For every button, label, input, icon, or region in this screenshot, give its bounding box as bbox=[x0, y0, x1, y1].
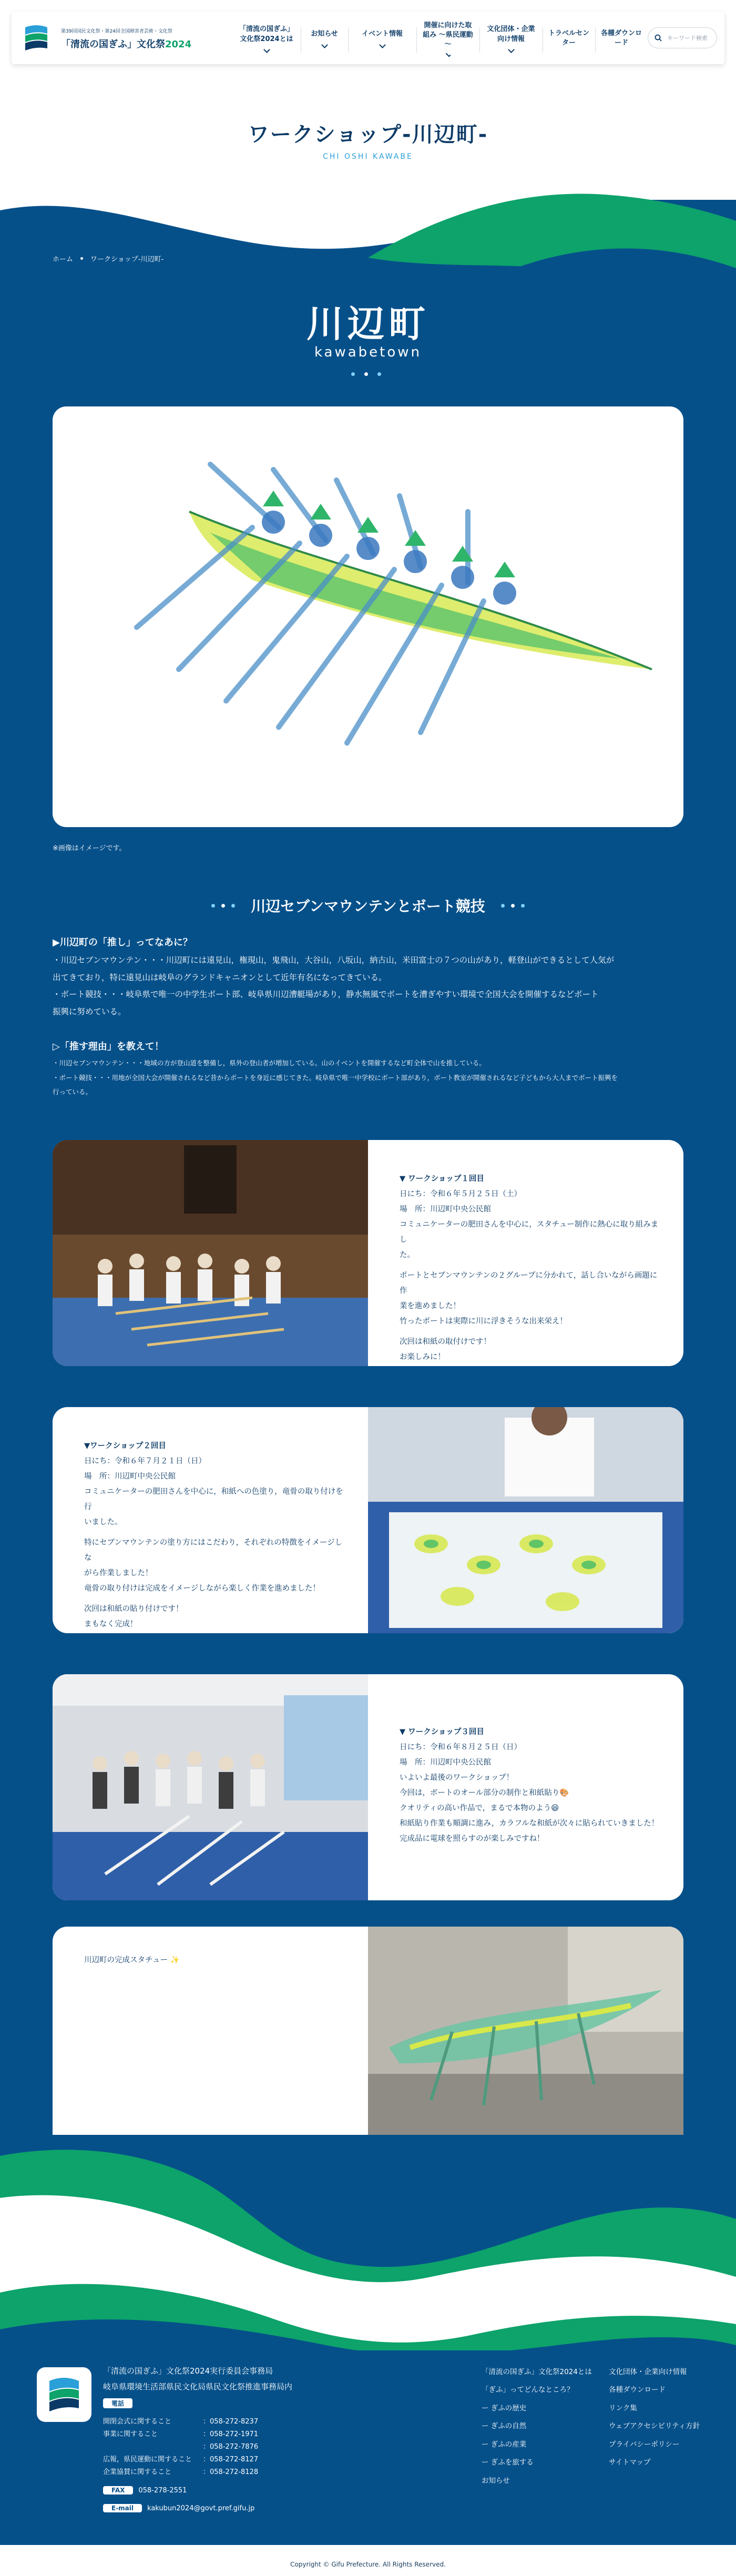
footer-logo-icon[interactable] bbox=[37, 2367, 91, 2422]
reason-line: ・川辺セブンマウンテン・・・地域の方が登山道を整備し，県外の登山者が増加している。山のイベントを開催するなど町全体で山を推している。 bbox=[53, 1059, 486, 1067]
workshop-line: ボートとセブンマウンテンの２グループに分かれて，話し合いながら画題に作 bbox=[400, 1271, 658, 1295]
breadcrumb-current: ワークショップ-川辺町- bbox=[90, 256, 164, 263]
contact-key bbox=[103, 2442, 203, 2453]
nav-news[interactable] bbox=[306, 21, 343, 56]
workshop-line: クオリティの高い作品で，まるで本物のよう😆 bbox=[400, 1804, 559, 1813]
logo-name-text: 「清流の国ぎふ」文化祭 bbox=[61, 39, 165, 50]
workshop-line: 竜骨の取り付けは完成をイメージしながら楽しく作業を進めました！ bbox=[84, 1584, 321, 1593]
contact-value: ：058-272-1971 bbox=[203, 2430, 259, 2438]
logo-year: 2024 bbox=[165, 39, 192, 50]
logo-small-text: 第39回国民文化祭・第24回全国障害者芸術・文化祭 bbox=[61, 29, 172, 34]
footer-link[interactable]: 各種ダウンロード bbox=[609, 2386, 666, 2395]
workshop-text-2 bbox=[84, 1439, 347, 1632]
workshop-line: 和紙貼り作業も順調に進み，カラフルな和紙が次々に貼られていきました！ bbox=[400, 1819, 659, 1828]
search-icon bbox=[655, 34, 662, 42]
footer-link[interactable]: ー ぎふの自然 bbox=[482, 2422, 527, 2431]
footer-fax-row bbox=[103, 2486, 187, 2494]
workshop-card-3 bbox=[53, 1674, 683, 1900]
reason-heading: ▷「推す理由」を教えて！ bbox=[53, 1041, 164, 1052]
search-box[interactable] bbox=[648, 27, 717, 48]
footer-contact-row bbox=[103, 2429, 258, 2440]
workshop-line: 日にち：令和６年８月２５日（日） bbox=[400, 1743, 522, 1752]
footer-link[interactable]: プライバシーポリシー bbox=[609, 2440, 680, 2449]
spacer bbox=[84, 1596, 347, 1602]
intro-line: 振興に努めている。 bbox=[53, 1006, 126, 1016]
workshop-line: 竹ったボートは実際に川に浮きそうな出来栄え！ bbox=[400, 1317, 567, 1326]
footer-org-line: 岐阜県環境生活部県民文化局県民文化祭推進事務局内 bbox=[103, 2382, 293, 2391]
workshop-card-2 bbox=[53, 1407, 683, 1633]
footer-link[interactable]: 「ぎふ」ってどんなところ？ bbox=[482, 2386, 574, 2395]
main-illustration bbox=[53, 406, 683, 827]
nav-travel[interactable] bbox=[548, 21, 590, 56]
town-roman-name: kawabetown bbox=[314, 344, 422, 360]
footer-contact-row bbox=[103, 2417, 258, 2428]
footer-link[interactable]: ー ぎふの歴史 bbox=[482, 2404, 527, 2412]
decorative-dots bbox=[501, 904, 525, 908]
footer-tel-label bbox=[103, 2398, 132, 2408]
workshop-line: 特にセブンマウンテンの塗り方にはこだわり，それぞれの特徴をイメージしな bbox=[84, 1539, 343, 1562]
nav-organizations[interactable] bbox=[485, 21, 537, 56]
completed-statue-label: 川辺町の完成スタチュー ✨ bbox=[84, 1956, 180, 1964]
workshop-line: 日にち：令和６年５月２５日（土） bbox=[400, 1190, 522, 1198]
nav-travel-label: トラベルセンター bbox=[548, 29, 589, 47]
chevron-down-icon bbox=[321, 42, 328, 48]
nav-about[interactable] bbox=[238, 21, 295, 56]
workshop-line: 場 所：川辺町中央公民館 bbox=[400, 1758, 491, 1767]
intro-text bbox=[53, 952, 683, 1020]
breadcrumb bbox=[53, 253, 163, 263]
logo-name[interactable] bbox=[61, 37, 191, 50]
contact-value: ：058-272-8237 bbox=[203, 2418, 259, 2426]
intro-line: 出てきており，特に遠見山は岐阜のグランドキャニオンとして近年有名になってきている。 bbox=[53, 972, 387, 982]
footer-org-line: 「清流の国ぎふ」文化祭2024実行委員会事務局 bbox=[103, 2366, 273, 2376]
workshop-line: 次回は和紙の貼り付けです！ bbox=[84, 1605, 183, 1613]
workshop-line: ▼ ワークショップ３回目 bbox=[400, 1728, 484, 1736]
chevron-down-icon bbox=[445, 52, 451, 57]
workshop-line: 場 所：川辺町中央公民館 bbox=[84, 1472, 176, 1481]
nav-divider bbox=[479, 27, 480, 53]
footer-email-row bbox=[103, 2504, 254, 2512]
contact-value: ：058-272-7876 bbox=[203, 2443, 259, 2451]
spacer bbox=[84, 1530, 347, 1535]
contact-value: ：058-272-8128 bbox=[203, 2468, 259, 2476]
workshop-card-1 bbox=[53, 1140, 683, 1366]
wave-decoration bbox=[0, 2135, 736, 2356]
intro-line: ・川辺セブンマウンテン・・・川辺町には遠見山，権現山，鬼飛山，大谷山，八坂山，納古山，米田富士の７つの山があり，軽登山ができるとして人気が bbox=[53, 955, 615, 965]
workshop-line: コミュニケーターの肥田さんを中心に，和紙への色塗り，竜骨の取り付けを行 bbox=[84, 1488, 343, 1511]
reason-line: ・ボート競技・・・用地が全国大会が開催されるなど昔からボートを身近に感じてきた。岐阜県で唯一中学校にボート部があり，ボート教室が開催されるなど子どもから大人までボート振興を bbox=[53, 1073, 618, 1082]
footer-link[interactable]: ー ぎふを旅する bbox=[482, 2458, 534, 2467]
intro-line: ・ボート競技・・・岐阜県で唯一の中学生ボート部、岐阜県川辺漕艇場があり，静水無風でボートを漕ぎやすい環境で全国大会を開催するなどボート bbox=[53, 990, 599, 1000]
footer-organization bbox=[103, 2363, 292, 2395]
chevron-down-icon bbox=[508, 46, 515, 53]
workshop-line: 日にち：令和６年７月２１日（日） bbox=[84, 1457, 206, 1465]
nav-divider bbox=[348, 27, 349, 53]
footer-links-col-1 bbox=[482, 2363, 592, 2490]
intro-heading: ▶川辺町の「推し」ってなあに？ bbox=[53, 937, 192, 948]
section-heading-text: 川辺セブンマウンテンとボート競技 bbox=[251, 898, 485, 915]
footer-link[interactable]: お知らせ bbox=[482, 2476, 510, 2485]
chevron-down-icon bbox=[263, 46, 270, 53]
nav-news-label: お知らせ bbox=[311, 30, 338, 38]
completed-statue-card bbox=[53, 1927, 683, 2153]
workshop-line: お楽しみに！ bbox=[400, 1353, 445, 1361]
workshop-line: 場 所：川辺町中央公民館 bbox=[400, 1205, 491, 1214]
footer-link[interactable]: 文化団体・企業向け情報 bbox=[609, 2368, 687, 2376]
contact-key: 開閉会式に関すること bbox=[103, 2418, 172, 2426]
footer-link[interactable]: サイトマップ bbox=[609, 2458, 651, 2467]
spacer bbox=[400, 1263, 662, 1268]
nav-about-label: 「清流の国ぎふ」文化祭2024とは bbox=[239, 25, 294, 43]
search-input[interactable] bbox=[666, 34, 717, 42]
contact-value: ：058-272-8127 bbox=[203, 2456, 259, 2463]
workshop-line: コミュニケーターの肥田さんを中心に，スタチュー制作に熱心に取り組みまし bbox=[400, 1220, 659, 1244]
nav-divider bbox=[595, 27, 596, 53]
workshop-text-3 bbox=[400, 1725, 662, 1847]
spacer bbox=[400, 1329, 662, 1335]
nav-initiatives[interactable] bbox=[422, 21, 474, 56]
section-heading bbox=[0, 895, 736, 916]
email-link[interactable]: kakubun2024@govt.pref.gifu.jp bbox=[147, 2504, 255, 2512]
chevron-down-icon bbox=[379, 42, 386, 48]
contact-key: 企業協賛に関すること bbox=[103, 2468, 172, 2476]
footer-link[interactable]: ウェブアクセシビリティ方針 bbox=[609, 2422, 700, 2431]
workshop-line: ▼ワークショップ２回目 bbox=[84, 1442, 166, 1450]
reason-text bbox=[53, 1056, 683, 1099]
workshop-photo-3 bbox=[53, 1674, 368, 1900]
nav-initiatives-label: 開催に向けた取組み ～県民運動～ bbox=[423, 22, 473, 49]
wave-decoration bbox=[0, 189, 736, 310]
tel-pill: 電話 bbox=[103, 2398, 132, 2408]
footer-contact-row bbox=[103, 2467, 258, 2478]
workshop-photo-2 bbox=[368, 1407, 683, 1633]
footer-link[interactable]: リンク集 bbox=[609, 2404, 637, 2412]
page-subtitle: CHI OSHI KAWABE bbox=[323, 152, 413, 161]
nav-events-label: イベント情報 bbox=[361, 30, 403, 38]
footer-link[interactable]: 「清流の国ぎふ」文化祭2024とは bbox=[482, 2368, 592, 2376]
workshop-photo-1 bbox=[53, 1140, 368, 1366]
completed-statue-text bbox=[84, 1953, 347, 1968]
copyright: Copyright © Gifu Prefecture. All Rights Reserved. bbox=[290, 2561, 446, 2568]
workshop-line: 業を進めました！ bbox=[400, 1302, 461, 1310]
workshop-line: 今回は，ボートのオール部分の制作と和紙貼り🎨 bbox=[400, 1789, 569, 1797]
completed-statue-photo bbox=[368, 1927, 683, 2153]
workshop-line: まもなく完成！ bbox=[84, 1620, 138, 1628]
email-pill: E-mail bbox=[103, 2504, 142, 2512]
nav-downloads[interactable] bbox=[600, 21, 642, 56]
contact-key: 広報，県民運動に関すること bbox=[103, 2456, 192, 2463]
contact-key: 事業に関すること bbox=[103, 2430, 158, 2438]
site-header bbox=[12, 12, 724, 64]
breadcrumb-home[interactable]: ホーム bbox=[53, 256, 74, 263]
breadcrumb-separator bbox=[80, 257, 83, 260]
fax-pill: FAX bbox=[103, 2486, 133, 2494]
boat-illustration-icon bbox=[53, 406, 683, 827]
decorative-dots bbox=[211, 904, 235, 908]
page-title: ワークショップ-川辺町- bbox=[248, 123, 488, 147]
workshop-line: いました。 bbox=[84, 1518, 122, 1526]
workshop-line: 次回は和紙の取付けです！ bbox=[400, 1338, 491, 1346]
workshop-line: 完成品に電球を照らすのが楽しみですね！ bbox=[400, 1835, 545, 1843]
town-name: 川辺町 bbox=[306, 302, 430, 345]
workshop-line: た。 bbox=[400, 1251, 415, 1259]
reason-line: 行っている。 bbox=[53, 1088, 93, 1096]
footer-contact-row bbox=[103, 2442, 258, 2453]
workshop-text-1 bbox=[400, 1172, 662, 1365]
workshop-line: ▼ ワークショップ１回目 bbox=[400, 1175, 484, 1183]
footer-links-col-2 bbox=[609, 2363, 700, 2472]
footer-contact-row bbox=[103, 2455, 258, 2466]
workshop-line: がら作業しました！ bbox=[84, 1569, 153, 1577]
nav-divider bbox=[416, 27, 417, 53]
fax-number: 058-278-2551 bbox=[138, 2486, 187, 2494]
nav-organizations-label: 文化団体・企業向け情報 bbox=[487, 25, 535, 43]
footer-link[interactable]: ー ぎふの産業 bbox=[482, 2440, 527, 2449]
workshop-line: いよいよ最後のワークショップ！ bbox=[400, 1774, 514, 1782]
image-note: ※画像はイメージです。 bbox=[53, 844, 126, 852]
site-logo-icon[interactable] bbox=[23, 22, 49, 52]
decorative-dots bbox=[351, 372, 381, 376]
nav-downloads-label: 各種ダウンロード bbox=[600, 29, 642, 47]
nav-events[interactable] bbox=[353, 21, 411, 56]
